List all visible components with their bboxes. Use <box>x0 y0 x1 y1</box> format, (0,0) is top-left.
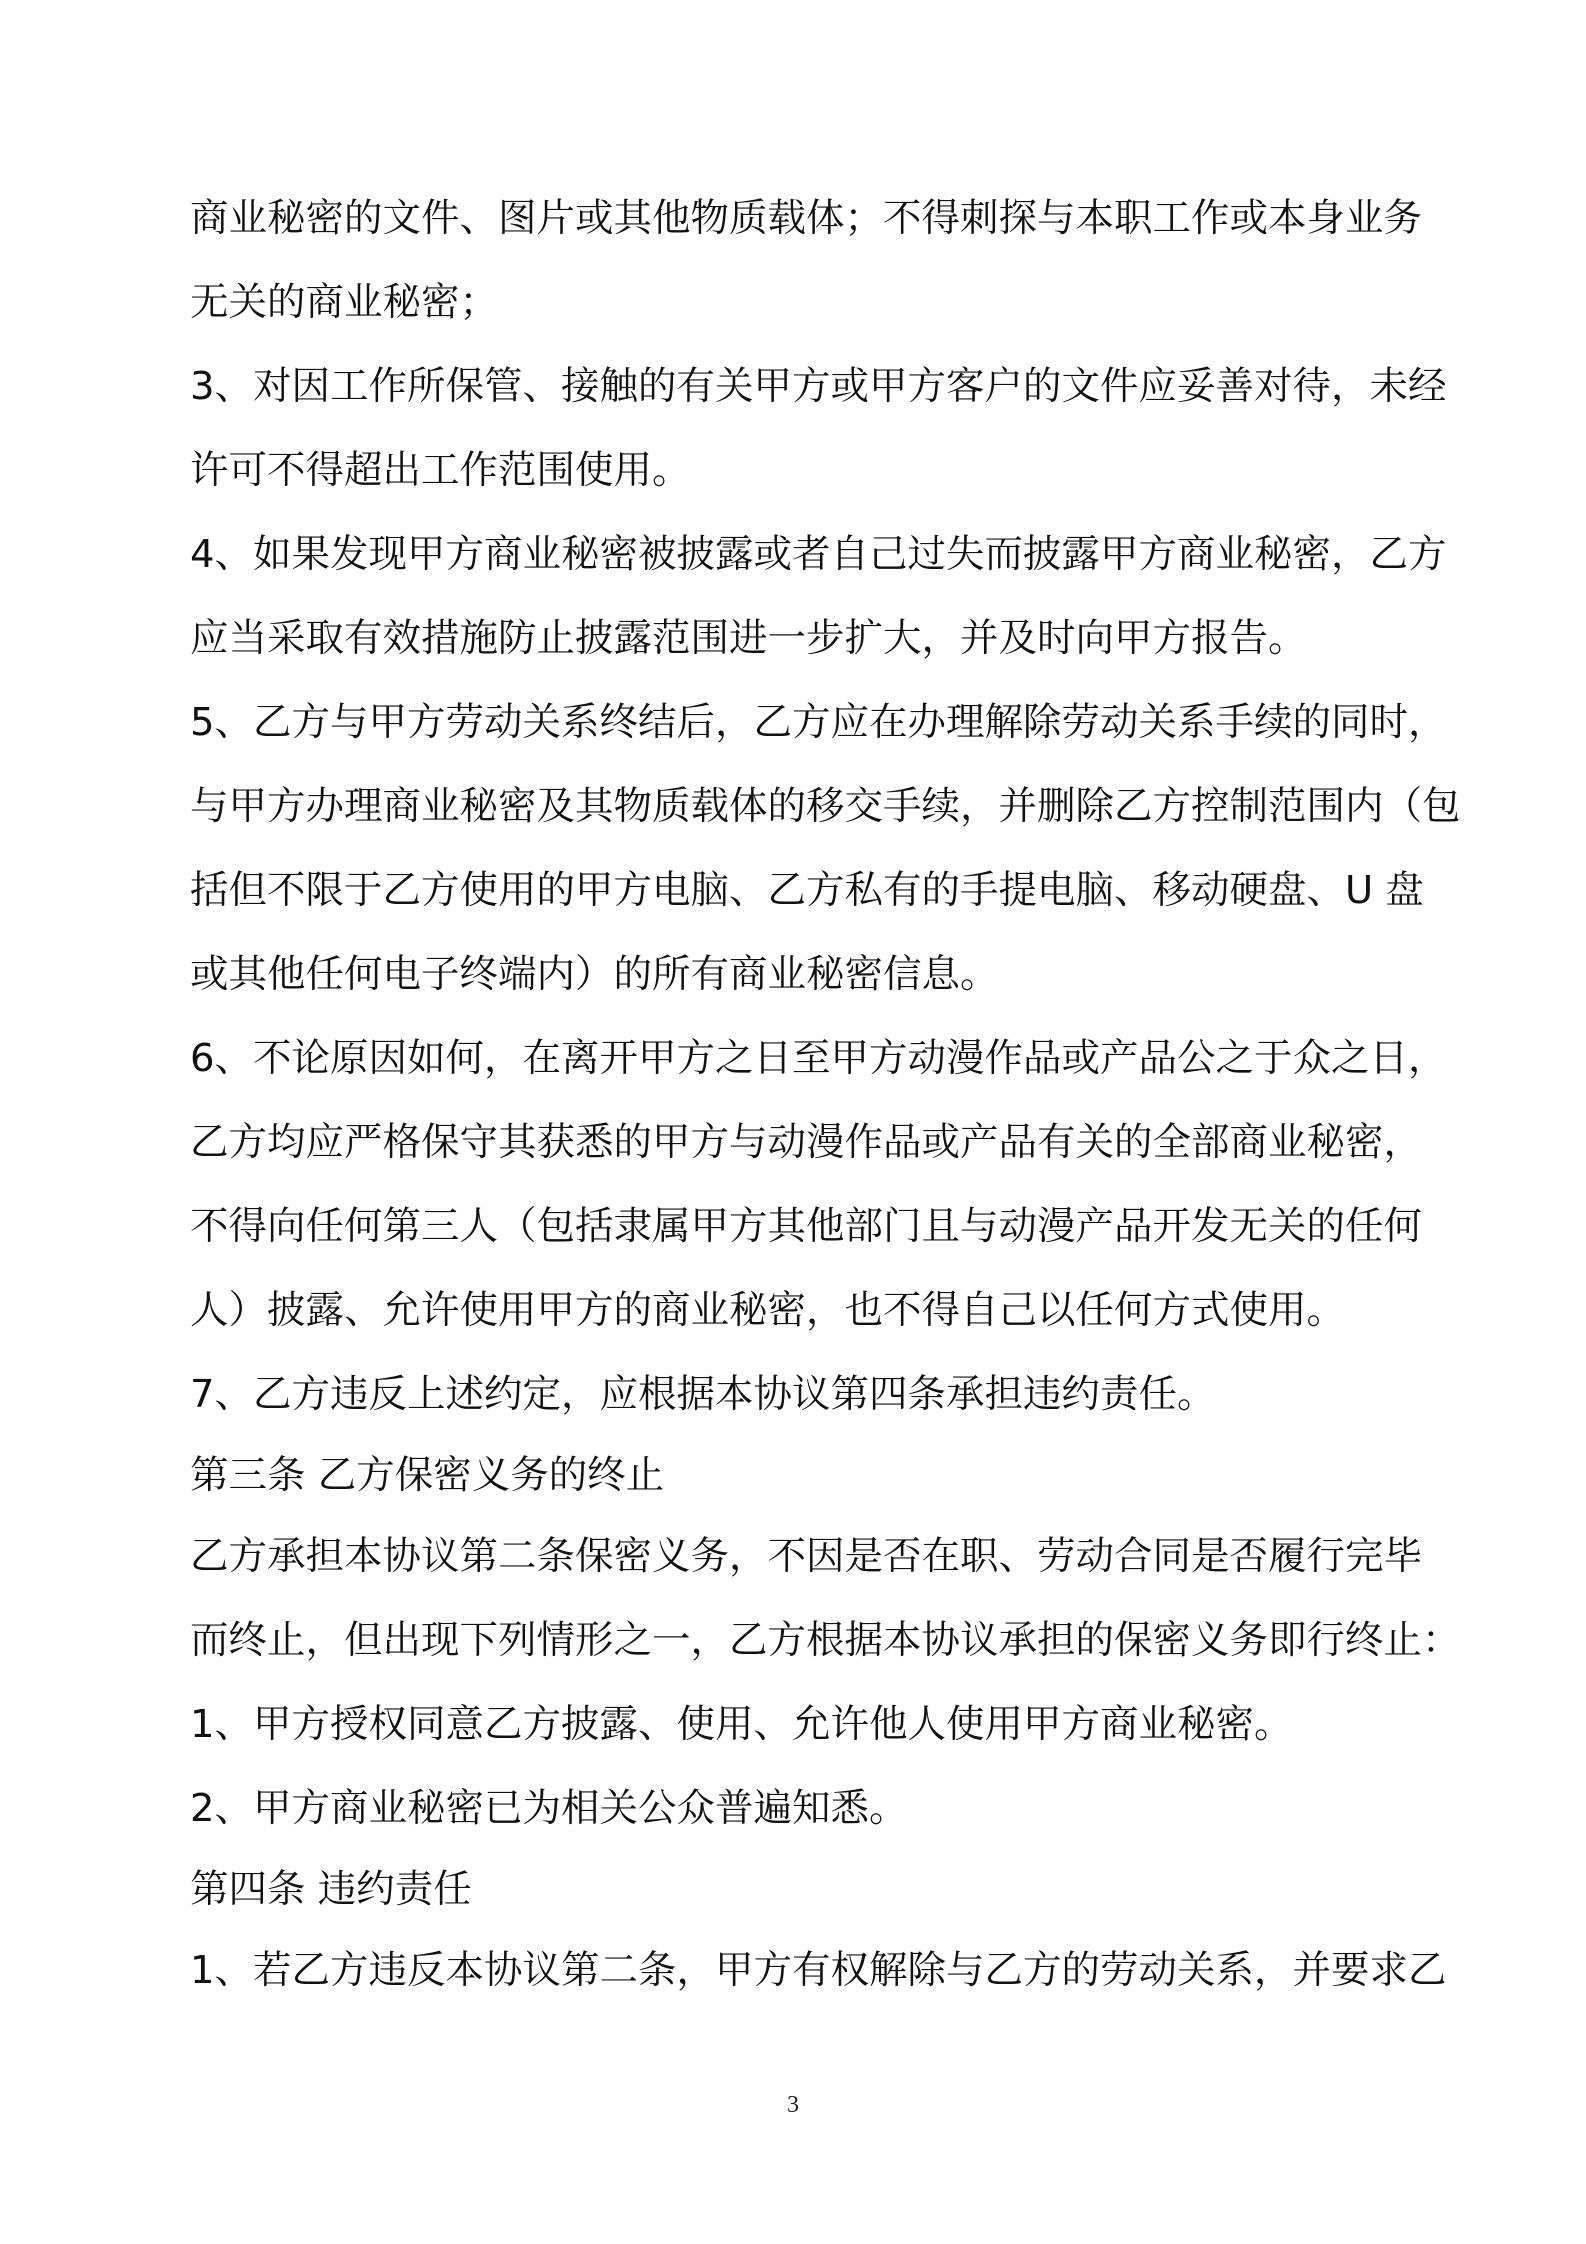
text-line: 而终止，但出现下列情形之一，乙方根据本协议承担的保密义务即行终止： <box>190 1618 1461 1663</box>
text-line: 或其他任何电子终端内）的所有商业秘密信息。 <box>190 952 999 997</box>
text-line: 括但不限于乙方使用的甲方电脑、乙方私有的手提电脑、移动硬盘、U 盘 <box>190 868 1424 913</box>
text-line: 2、甲方商业秘密已为相关公众普遍知悉。 <box>190 1786 908 1831</box>
text-line: 7、乙方违反上述约定，应根据本协议第四条承担违约责任。 <box>190 1372 1216 1417</box>
text-line: 1、若乙方违反本协议第二条，甲方有权解除与乙方的劳动关系，并要求乙 <box>190 1948 1447 1993</box>
page-number: 3 <box>787 2092 799 2118</box>
text-line: 5、乙方与甲方劳动关系终结后，乙方应在办理解除劳动关系手续的同时， <box>190 700 1447 745</box>
document-body <box>190 177 1461 2013</box>
text-line: 许可不得超出工作范围使用。 <box>190 448 691 493</box>
text-line: 与甲方办理商业秘密及其物质载体的移交手续，并删除乙方控制范围内（包 <box>190 784 1461 829</box>
section-heading-article-4: 第四条 违约责任 <box>190 1867 472 1912</box>
text-line: 3、对因工作所保管、接触的有关甲方或甲方客户的文件应妥善对待，未经 <box>190 364 1447 409</box>
text-line: 乙方均应严格保守其获悉的甲方与动漫作品或产品有关的全部商业秘密， <box>190 1120 1423 1165</box>
text-line: 4、如果发现甲方商业秘密被披露或者自己过失而披露甲方商业秘密，乙方 <box>190 532 1447 577</box>
text-line: 人）披露、允许使用甲方的商业秘密，也不得自己以任何方式使用。 <box>190 1288 1346 1333</box>
text-line: 商业秘密的文件、图片或其他物质载体；不得刺探与本职工作或本身业务 <box>190 196 1423 241</box>
section-heading-article-3: 第三条 乙方保密义务的终止 <box>190 1453 665 1498</box>
text-line: 无关的商业秘密； <box>190 280 499 325</box>
text-line: 1、甲方授权同意乙方披露、使用、允许他人使用甲方商业秘密。 <box>190 1702 1293 1747</box>
text-line: 乙方承担本协议第二条保密义务，不因是否在职、劳动合同是否履行完毕 <box>190 1534 1423 1579</box>
text-line: 应当采取有效措施防止披露范围进一步扩大，并及时向甲方报告。 <box>190 616 1307 661</box>
text-line: 不得向任何第三人（包括隶属甲方其他部门且与动漫产品开发无关的任何 <box>190 1204 1423 1249</box>
text-line: 6、不论原因如何，在离开甲方之日至甲方动漫作品或产品公之于众之日， <box>190 1036 1447 1081</box>
